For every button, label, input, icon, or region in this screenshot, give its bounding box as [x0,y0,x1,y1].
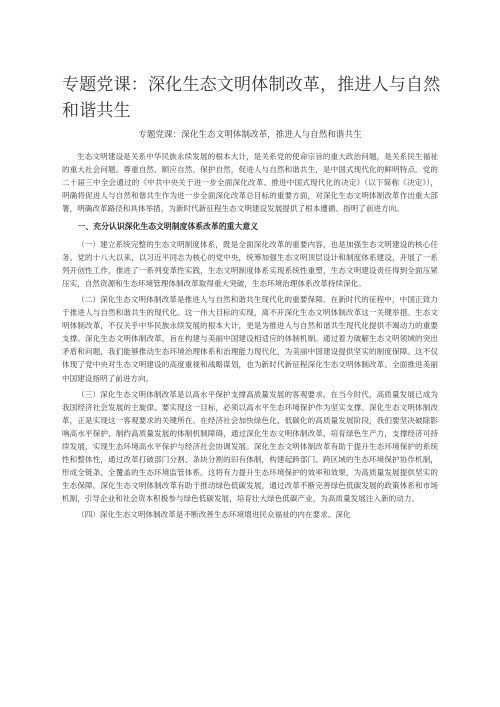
document-body [62,150,438,522]
section-heading: 一、充分认识深化生态文明制度体系改革的重大意义 [77,222,259,232]
document-subtitle: 专题党课：深化生态文明体制改革，推进人与自然和谐共生 [138,130,362,140]
paragraph-4: （四）深化生态文明体制改革是不断改善生态环境增进民众福祉的内在要求。深化 [77,510,351,520]
paragraph-1: （一）建立系统完整的生态文明制度体系，既是全面深化改革的重要内容，也是加强生态文明建设的核心任务。党的十八大以来，以习近平同志为核心的党中央，统筹加强生态文明顶层设计和制度体系建设，开展了一系列开创性工作、推进了一系列变革性实践，生态文明制度体系实现系统性重塑，生态文明建设责任得到全面压紧压实，自然资源和生态环境管理体制改革取得重大突破，生态环境治理体系改革持续深化。 [62,239,438,288]
paragraph-3: （三）深化生态文明体制改革是以高水平保护支撑高质量发展的客观要求。在当今时代，高质量发展已成为我国经济社会发展的主旋律。要实现这一目标，必须以高水平生态环境保护作为坚实支撑。深化生态文明体制改革，正是实现这一客观要求的关键所在。在经济社会加快绿色化、低碳化的高质量发展阶段，我们要坚决破除影响高水平保护、制约高质量发展的体制机制障碍，通过深化生态文明体制改革，培育绿色生产力，支撑经济可持续发展，实现生态环境高水平保护与经济社会协调发展。深化生态文明体制改革有助于提升生态环境保护的系统性和整体性，通过改革打破部门分割、条块分割的旧有体制，构建起跨部门、跨区域的生态环境保护协作机制，形成全链条、全覆盖的生态环境监管体系。这将有力提升生态环境保护的效率和效果，为高质量发展提供坚实的生态保障。深化生态文明体制改革有助于推动绿色低碳发展，通过改革不断完善绿色低碳发展的政策体系和市场机制，引导企业和社会资本积极参与绿色低碳发展，培育壮大绿色低碳产业，为高质量发展注入新的动力。 [62,389,438,504]
document-title: 专题党课：深化生态文明体制改革，推进人与自然和谐共生 [62,75,441,121]
paragraph-2: （二）深化生态文明体制改革是推进人与自然和谐共生现代化的重要保障。在新时代的征程中，中国正致力于推进人与自然和谐共生的现代化。这一伟大目标的实现，离不开深化生态文明体制改革这一关键举措。生态文明体制改革，不仅关乎中华民族永续发展的根本大计，更是为推进人与自然和谐共生现代化提供不竭动力的重要支撑。深化生态文明体制改革，旨在构建与美丽中国建设相适应的体制机制。通过着力破解生态文明领域的突出矛盾和问题，我们能够推动生态环境治理体系和治理能力现代化，为美丽中国建设提供坚实的制度保障。这不仅体现了党中央对生态文明建设的高度重视和战略谋划，也为新时代新征程深化生态文明体制改革、全面推进美丽中国建设指明了前进方向。 [62,294,438,383]
intro-paragraph: 生态文明建设是关系中华民族永续发展的根本大计，是关系党的使命宗旨的重大政治问题，是关系民生福祉的重大社会问题。尊重自然、顺应自然、保护自然，促进人与自然和谐共生，是中国式现代化的鲜明特点。党的二十届三中全会通过的《中共中央关于进一步全面深化改革、推进中国式现代化的决定》（以下简称《决定》），明确将促进人与自然和谐共生作为进一步全面深化改革总目标的重要方面，对深化生态文明体制改革作出重大部署，明确改革路径和具体举措，为新时代新征程生态文明建设发展提供了根本遵循、指明了前进方向。 [62,152,438,214]
